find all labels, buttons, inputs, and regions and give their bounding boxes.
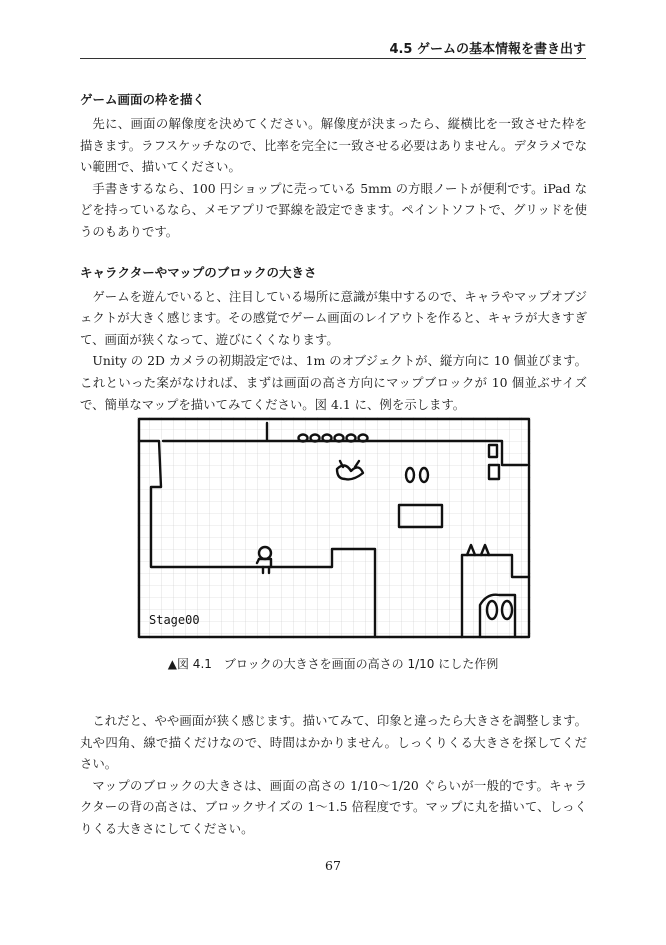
section-heading-frame: ゲーム画面の枠を描く bbox=[80, 92, 206, 107]
figure-sketch bbox=[137, 417, 531, 639]
main-text-bottom bbox=[80, 710, 587, 840]
paragraph: 先に、画面の解像度を決めてください。解像度が決まったら、縦横比を一致させた枠を描きます。ラフスケッチなので、比率を完全に一致させる必要はありません。デタラメでない範囲で、描いてください。 bbox=[80, 116, 587, 175]
paragraph: マップのブロックの大きさは、画面の高さの 1/10〜1/20 ぐらいが一般的です。キャラクターの背の高さは、ブロックサイズの 1〜1.5 倍程度です。マップに丸を描いて、しっくりくる大きさにしてください。 bbox=[80, 777, 587, 836]
map-sketch bbox=[137, 417, 531, 639]
stage-label: Stage00 bbox=[149, 613, 200, 627]
paragraph: これだと、やや画面が狭く感じます。描いてみて、印象と違ったら大きさを調整します。丸や四角、線で描くだけなので、時間はかかりません。しっくりくる大きさを探してください。 bbox=[80, 713, 587, 772]
paragraph: ゲームを遊んでいると、注目している場所に意識が集中するので、キャラやマップオブジェクトが大きく感じます。その感覚でゲーム画面のレイアウトを作ると、キャラが大きすぎて、画面が狭くなって、遊びにくくなります。 bbox=[80, 288, 587, 347]
main-text-top bbox=[80, 90, 587, 415]
grid-background bbox=[137, 417, 531, 639]
page-number: 67 bbox=[325, 858, 341, 873]
running-head: 4.5 ゲームの基本情報を書き出す bbox=[389, 42, 586, 57]
paragraph: Unity の 2D カメラの初期設定では、1m のオブジェクトが、縦方向に 10 個並びます。これといった案がなければ、まずは画面の高さ方向にマップブロックが 10 個並ぶサイズで、簡単なマップを描いてみてください。図 4.1 に、例を示します。 bbox=[80, 353, 587, 412]
paragraph: 手書きするなら、100 円ショップに売っている 5mm の方眼ノートが便利です。iPad などを持っているなら、メモアプリで罫線を設定できます。ペイントソフトで、グリッドを使うのもありです。 bbox=[80, 180, 587, 239]
section-heading-block-size: キャラクターやマップのブロックの大きさ bbox=[80, 264, 317, 280]
header-rule bbox=[80, 58, 586, 59]
figure-caption: ▲図 4.1 ブロックの大きさを画面の高さの 1/10 にした作例 bbox=[167, 657, 499, 671]
